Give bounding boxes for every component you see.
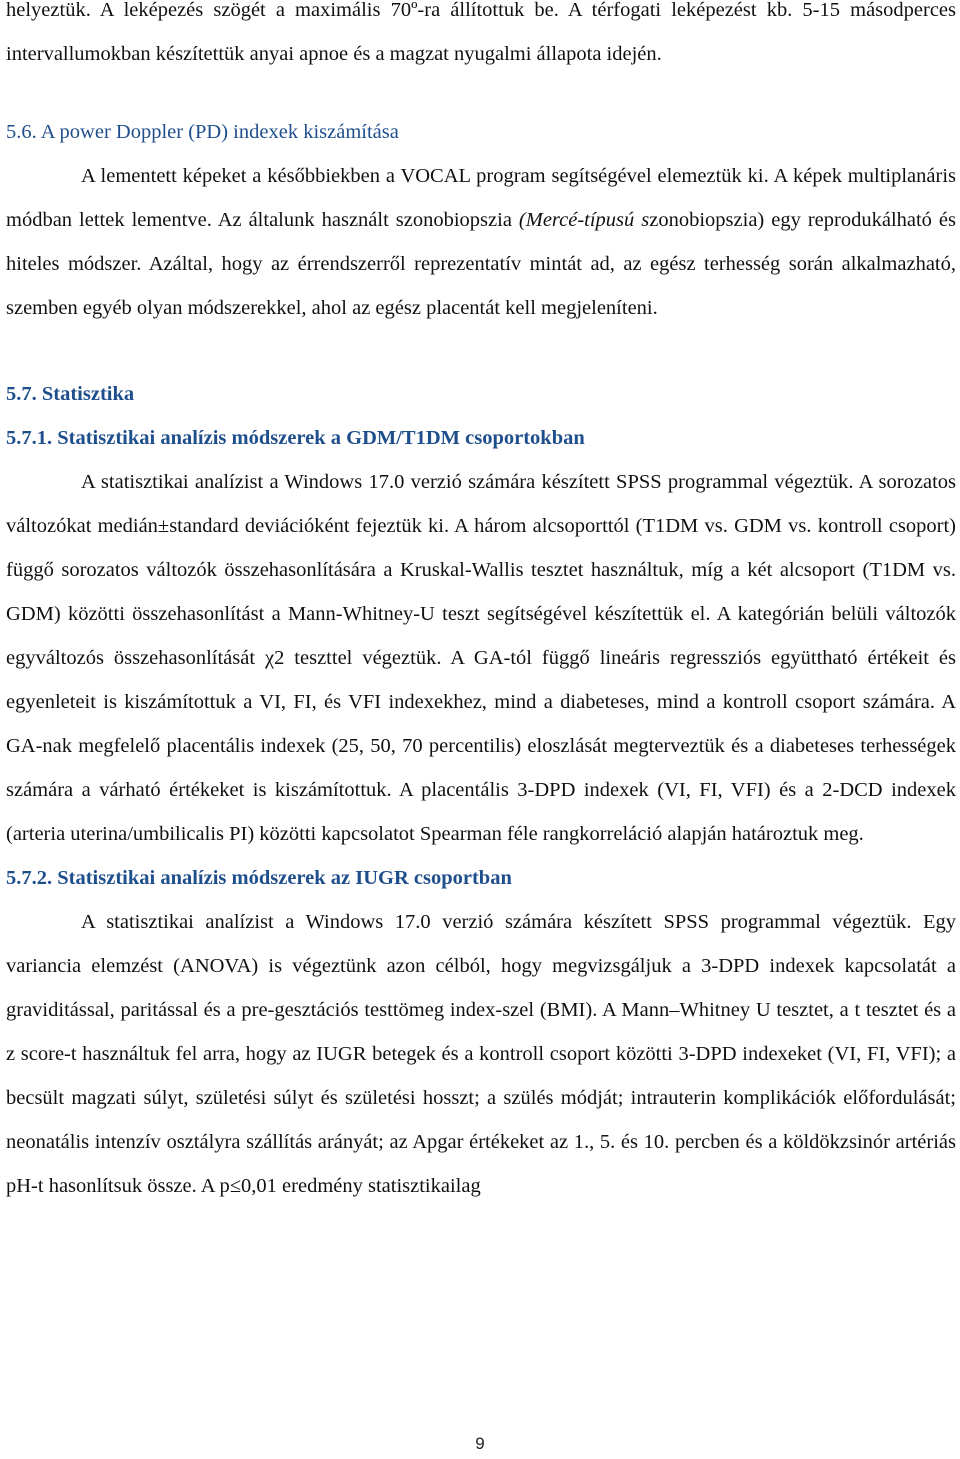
section-5-7-1-paragraph: A statisztikai analízist a Windows 17.0 verzió számára készített SPSS programmal végeztük. A sorozatos változókat medián±standard deviációként fejeztük ki. A három alcsoporttól (T1DM vs. GDM vs. kontroll csoport) függő sorozatos változók összehasonlítására a Kruskal-Wallis tesztet használtuk, míg a két alcsoport (T1DM vs. GDM) közötti összehasonlítást a Mann-Whitney-U teszt segítségével készítettük el. A kategórián belüli változók egyváltozós összehasonlítását χ2 teszttel végeztük. A GA-tól függő lineáris regressziós együttható értékeit és egyenleteit is kiszámítottuk a VI, FI, és VFI indexekhez, mind a diabeteses, mind a kontroll csoport számára. A GA-nak megfelelő placentális indexek (25, 50, 70 percentilis) eloszlását megterveztük és a diabeteses terhességek számára a várható értékeket is kiszámítottuk. A placentális 3-DPD indexek (VI, FI, VFI) és a 2-DCD indexek (arteria uterina/umbilicalis PI) közötti kapcsolatot Spearman féle rangkorreláció alapján határoztuk meg. — [6, 471, 956, 845]
section-5-6-paragraph — [6, 154, 956, 330]
document-page — [6, 0, 956, 1208]
spacer — [6, 330, 956, 372]
spacer — [6, 76, 956, 110]
intro-paragraph: helyeztük. A leképezés szögét a maximális 70º-ra állítottuk be. A térfogati leképezést kb. 5-15 másodperces intervallumokban készítettük anyai apnoe és a magzat nyugalmi állapota idején. — [6, 0, 956, 65]
section-5-6-heading — [6, 110, 956, 154]
section-5-7-2-paragraph: A statisztikai analízist a Windows 17.0 verzió számára készített SPSS programmal végeztük. Egy variancia elemzést (ANOVA) is végeztünk azon célból, hogy megvizsgáljuk a 3-DPD indexek kapcsolatát a graviditással, paritással és a pre-gesztációs testtömeg index-szel (BMI). A Mann–Whitney U tesztet, a t tesztet és a z score-t használtuk fel arra, hogy az IUGR betegek és a kontroll csoport közötti 3-DPD indexeket (VI, FI, VFI); a becsült magzati súlyt, születési súlyt és születési hosszt; a szülés módját; intrauterin komplikációk előfordulását; neonatális intenzív osztályra szállítás arányát; az Apgar értékeket az 1., 5. és 10. percben és a köldökzsinór artériás pH-t hasonlítsuk össze. A p≤0,01 eredmény statisztikailag — [6, 911, 956, 1197]
section-5-7-heading: 5.7. Statisztika — [6, 383, 135, 405]
section-5-7-2-heading: 5.7.2. Statisztikai analízis módszerek az IUGR csoportban — [6, 867, 512, 889]
section-5-6-text-italic: (Mercé-típusú s — [518, 209, 650, 231]
section-5-6-text-a: A lementett képeket a későbbiekben a VOCAL program segítségével elemeztük ki. A képek multiplanáris módban lettek lementve. Az általunk használt szonobiopszia — [6, 165, 956, 231]
heading-5-6-text: 5.6. A power Doppler (PD) indexek kiszámítása — [6, 121, 399, 143]
page-number: 9 — [475, 1434, 485, 1453]
section-5-7-1-heading: 5.7.1. Statisztikai analízis módszerek a GDM/T1DM csoportokban — [6, 427, 585, 449]
section-5-6-text-b: zonobiopszia) egy reprodukálható és hiteles módszer. Azáltal, hogy az érrendszerről reprezentatív mintát ad, az egész terhesség során alkalmazható, szemben egyéb olyan módszerekkel, ahol az egész placentát kell megjeleníteni. — [6, 209, 957, 319]
